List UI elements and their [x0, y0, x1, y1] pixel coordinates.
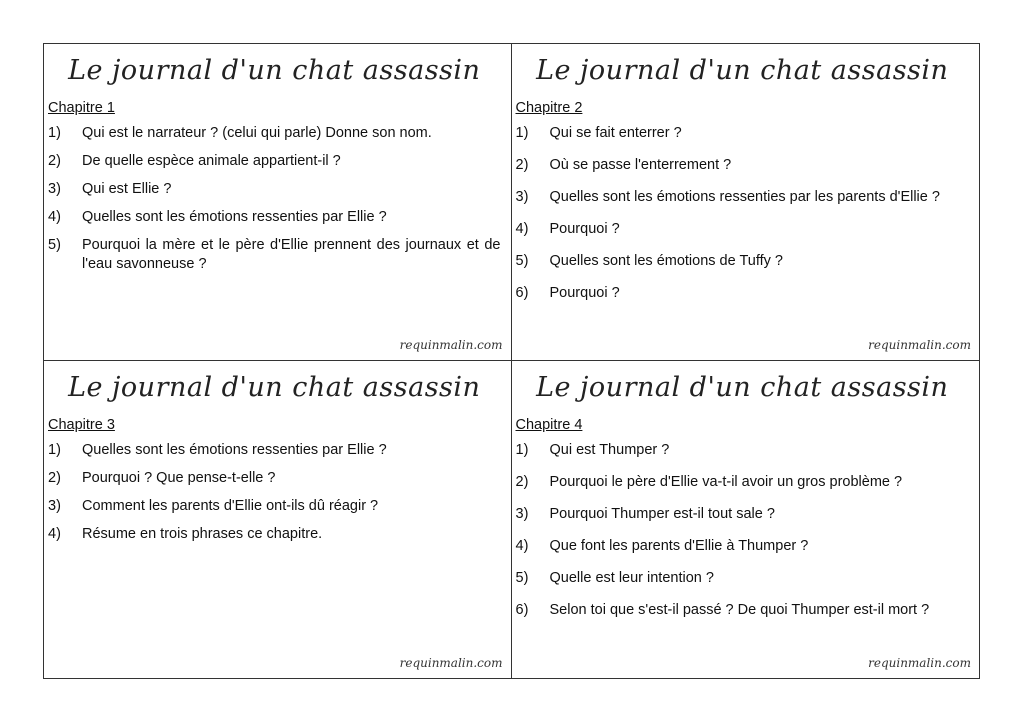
card-title: Le journal d'un chat assassin [68, 55, 481, 86]
card-title: Le journal d'un chat assassin [536, 372, 949, 403]
worksheet-grid [43, 43, 980, 679]
question-number: 5) [515, 253, 529, 269]
question-number: 3) [515, 189, 529, 205]
question-list [48, 441, 501, 544]
question-text: Pourquoi ? [549, 221, 620, 237]
question-number: 3) [48, 181, 61, 197]
question-item [48, 441, 501, 460]
question-text: Pourquoi ? [549, 285, 620, 301]
question-number: 4) [515, 221, 529, 237]
question-number: 5) [515, 570, 529, 586]
question-text: Résume en trois phrases ce chapitre. [82, 526, 323, 542]
question-text: Quelles sont les émotions ressenties par Ellie ? [82, 209, 387, 225]
question-item [48, 208, 501, 227]
question-text: Quelles sont les émotions ressenties par les parents d'Ellie ? [549, 189, 940, 205]
question-text: Qui est Ellie ? [82, 181, 172, 197]
question-item [48, 180, 501, 199]
question-item [516, 124, 970, 143]
question-item [48, 124, 501, 143]
chapter-heading: Chapitre 3 [48, 417, 115, 433]
question-text: Que font les parents d'Ellie à Thumper ? [549, 538, 809, 554]
question-item [516, 601, 970, 620]
question-number: 2) [515, 474, 529, 490]
question-number: 1) [515, 442, 529, 458]
question-text: Pourquoi Thumper est-il tout sale ? [549, 506, 775, 522]
question-number: 1) [48, 125, 61, 141]
question-item [48, 525, 501, 544]
question-number: 4) [48, 209, 61, 225]
question-text: Quelles sont les émotions de Tuffy ? [549, 253, 783, 269]
question-number: 1) [48, 442, 61, 458]
question-text: Pourquoi le père d'Ellie va-t-il avoir un gros problème ? [549, 474, 903, 490]
card-chapter-2 [512, 44, 980, 361]
question-text: Qui se fait enterrer ? [549, 125, 682, 141]
question-item [516, 505, 970, 524]
question-list [516, 124, 970, 303]
question-item [516, 569, 970, 588]
question-item [516, 220, 970, 239]
question-item [48, 497, 501, 516]
question-item [516, 441, 970, 460]
question-text: Quelles sont les émotions ressenties par Ellie ? [82, 442, 387, 458]
card-title: Le journal d'un chat assassin [536, 55, 949, 86]
question-list [48, 124, 501, 274]
question-number: 2) [515, 157, 529, 173]
card-chapter-3 [44, 361, 512, 678]
question-text: Quelle est leur intention ? [549, 570, 714, 586]
site-credit: requinmalin.com [868, 656, 971, 670]
question-text: Qui est le narrateur ? (celui qui parle) Donne son nom. [82, 125, 432, 141]
question-number: 5) [48, 237, 61, 253]
question-item [516, 156, 970, 175]
site-credit: requinmalin.com [399, 338, 503, 352]
card-chapter-1 [44, 44, 512, 361]
chapter-heading: Chapitre 2 [515, 100, 583, 116]
question-number: 6) [515, 602, 529, 618]
question-text: Comment les parents d'Ellie ont-ils dû réagir ? [82, 498, 379, 514]
question-item [516, 284, 970, 303]
question-list [516, 441, 970, 620]
chapter-heading: Chapitre 1 [48, 100, 115, 116]
site-credit: requinmalin.com [868, 338, 971, 352]
card-title: Le journal d'un chat assassin [68, 372, 481, 403]
question-number: 2) [48, 153, 61, 169]
question-number: 3) [48, 498, 61, 514]
card-chapter-4 [512, 361, 980, 678]
question-number: 1) [515, 125, 529, 141]
question-number: 3) [515, 506, 529, 522]
question-item [48, 469, 501, 488]
question-item [516, 537, 970, 556]
question-number: 2) [48, 470, 61, 486]
chapter-heading: Chapitre 4 [515, 417, 583, 433]
question-text: Où se passe l'enterrement ? [549, 157, 732, 173]
question-item [516, 473, 970, 492]
question-number: 6) [515, 285, 529, 301]
question-number: 4) [48, 526, 61, 542]
question-number: 4) [515, 538, 529, 554]
question-item [48, 152, 501, 171]
question-text: Selon toi que s'est-il passé ? De quoi Thumper est-il mort ? [549, 602, 930, 618]
question-item [516, 252, 970, 271]
question-text: Pourquoi la mère et le père d'Ellie prennent des journaux et de l'eau savonneuse ? [82, 237, 501, 272]
question-text: Pourquoi ? Que pense-t-elle ? [82, 470, 276, 486]
question-item [48, 236, 501, 274]
question-text: Qui est Thumper ? [549, 442, 670, 458]
question-text: De quelle espèce animale appartient-il ? [82, 153, 341, 169]
question-item [516, 188, 970, 207]
site-credit: requinmalin.com [399, 656, 503, 670]
